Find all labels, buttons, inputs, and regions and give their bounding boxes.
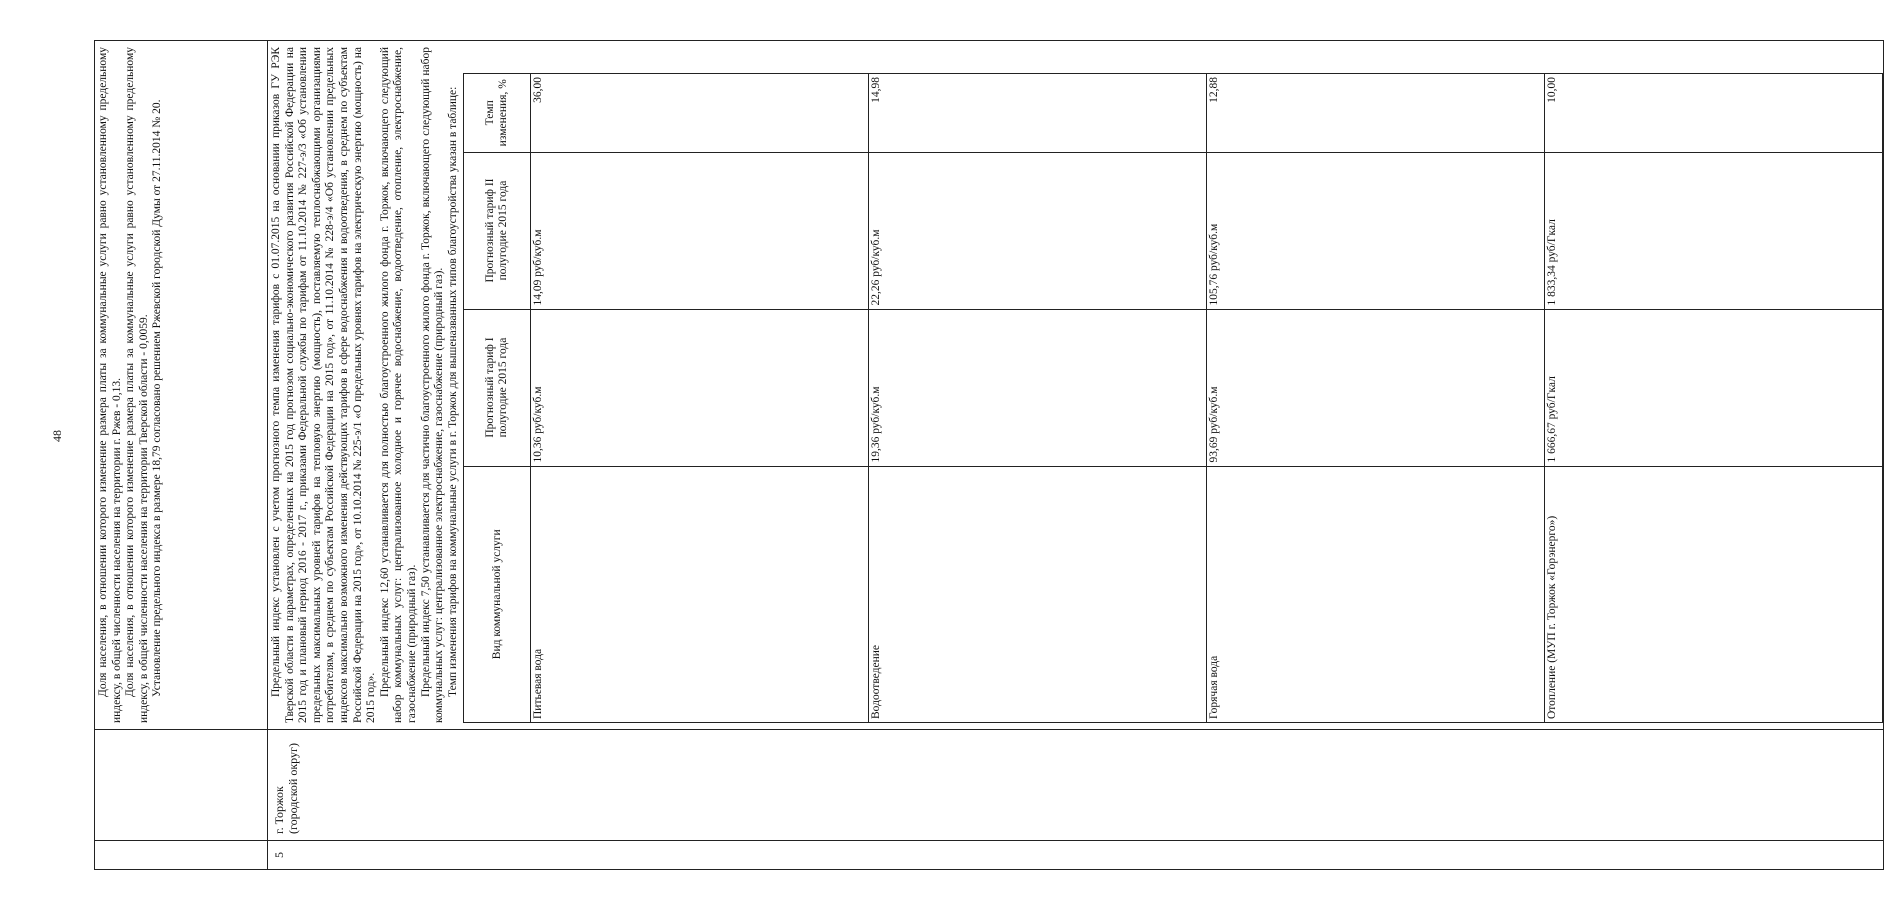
full-housing-paragraph: Предельный индекс 12,60 устанавливается для полностью благоустроенного жилого фонда г. Торжок, включающего следующий набор коммунальных услуг: централизованное холодное и горячее водоснабжение, водоотведение, отопление, электроснабжение, газоснабжение (природный газ). [378, 47, 418, 723]
tariff-row [869, 74, 1207, 723]
change-cell: 14,98 [869, 74, 1207, 153]
tariff-h1-cell: 19,36 руб/куб.м [869, 309, 1207, 466]
municipality-cell [95, 730, 268, 841]
municipality-line2: (городской округ) [286, 743, 300, 834]
rotated-page [42, 40, 1559, 870]
tariff-h2-cell: 22,26 руб/куб.м [869, 152, 1207, 309]
header-tariff-h2: Прогнозный тариф II полугодие 2015 года [464, 152, 531, 309]
row-number: 5 [268, 841, 1884, 870]
tariff-h2-cell: 1 833,34 руб/Гкал [1545, 152, 1883, 309]
change-cell: 12,88 [1207, 74, 1545, 153]
header-service: Вид коммунальной услуги [464, 466, 531, 722]
tariff-h1-cell: 10,36 руб/куб.м [531, 309, 869, 466]
tariff-header-row [464, 74, 531, 723]
tariff-table [463, 73, 1883, 723]
change-cell: 10,00 [1545, 74, 1883, 153]
basis-paragraph: Предельный индекс установлен с учетом прогнозного темпа изменения тарифов с 01.07.2015 на основании приказов ГУ РЭК Тверской области в параметрах, определенных на 2015 год прогнозом социально-экономического развития Российской Федерации на 2015 год и плановый период 2016 - 2017 г., приказами Федеральной службы по тарифам от 11.10.2014 № 227-э/3 «Об установлении предельных максимальных уровней тарифов на тепловую энергию (мощность), поставляемую теплоснабжающими организациями потребителям, в среднем по субъектам Российской Федерации на 2015 год», от 11.10.2014 № 228-э/4 «Об установлении предельных индексов максимально возможного изменения действующих тарифов в сфере водоснабжения и водоотведения, в среднем по субъектам Российской Федерации на 2015 год», от 10.10.2014 № 225-э/1 «О предельных уровнях тарифов на электрическую энергию (мощность) на 2015 год». [270, 47, 378, 723]
municipality-line1: г. Торжок [272, 786, 286, 834]
approval-paragraph: Установление предельного индекса в размере 18,79 согласовано решением Ржевской городской Думы от 27.11.2014 № 20. [151, 99, 164, 697]
header-change: Темп изменения, % [464, 74, 531, 153]
share-region-paragraph: Доля населения, в отношении которого изменение размера платы за коммунальные услуги равно установленному предельному индексу, в общей численности населения на территории Тверской области - 0,0059. [124, 47, 150, 723]
tariff-h1-cell: 1 666,67 руб/Гкал [1545, 309, 1883, 466]
municipalities-table [94, 40, 1884, 870]
table-row [268, 41, 1884, 870]
tariff-h2-cell: 105,76 руб/куб.м [1207, 152, 1545, 309]
header-tariff-h1: Прогнозный тариф I полугодие 2015 года [464, 309, 531, 466]
table-row [95, 41, 268, 870]
tariff-row [1207, 74, 1545, 723]
table-intro-paragraph: Темп изменения тарифов на коммунальные услуги в г. Торжок для вышеназванных типов благоустройства указан в таблице: [446, 86, 459, 697]
service-cell: Горячая вода [1207, 466, 1545, 722]
change-cell: 36,00 [531, 74, 869, 153]
municipality-name [268, 730, 1884, 841]
row-number-cell [95, 841, 268, 870]
page-number: 48 [50, 430, 64, 442]
justification-cell [268, 41, 1884, 730]
service-cell: Водоотведение [869, 466, 1207, 722]
partial-housing-paragraph: Предельный индекс 7,50 устанавливается для частично благоустроенного жилого фонда г. Торжок, включающего следующий набор коммунальных услуг: централизованное электроснабжение, газоснабжение (природный газ). [419, 47, 446, 723]
service-cell: Питьевая вода [531, 466, 869, 722]
tariff-row [1545, 74, 1883, 723]
tariff-h1-cell: 93,69 руб/куб.м [1207, 309, 1545, 466]
tariff-h2-cell: 14,09 руб/куб.м [531, 152, 869, 309]
service-cell: Отопление (МУП г. Торжок «Горэнерго») [1545, 466, 1883, 722]
tariff-row [531, 74, 869, 723]
share-rzhev-paragraph: Доля населения, в отношении которого изменение размера платы за коммунальные услуги равно установленному предельному индексу, в общей численности населения на территории г. Ржев - 0,13. [97, 47, 123, 723]
justification-cell [95, 41, 268, 730]
